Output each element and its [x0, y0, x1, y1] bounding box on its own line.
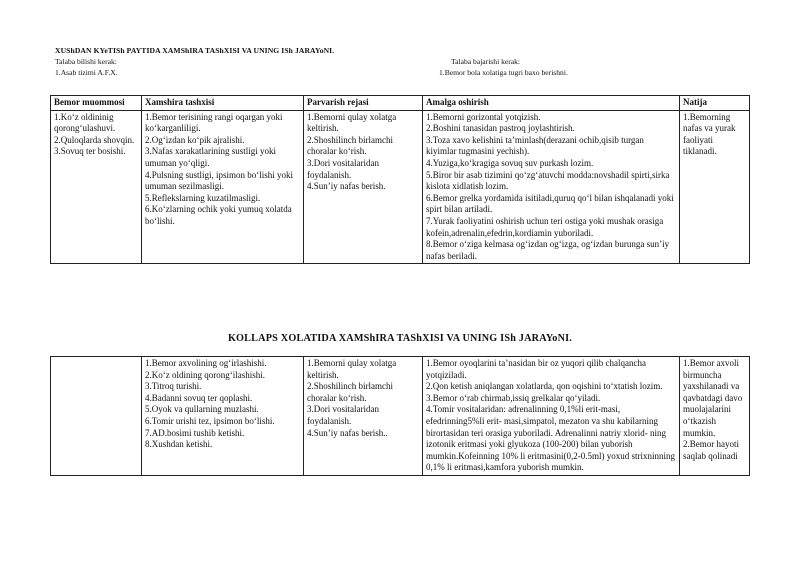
cell-text-line: 3.Bemor o‘rab chirmab,issiq grelkalar qo‘yiladi.	[426, 392, 601, 403]
cell-text-line: 2.Boshini tanasidan pastroq joylashtirish.	[426, 123, 575, 134]
cell-text-line: 1.Bemorni gorizontal yotqizish.	[426, 111, 541, 122]
cell-plan	[304, 357, 423, 476]
cell-problem	[51, 110, 142, 264]
cell-text-line: 1.Bemorni qulay xolatga keltirish.	[307, 358, 397, 380]
column-header-implementation: Amalga oshirish	[423, 96, 680, 111]
cell-text-line: 1.Bemorning nafas va yurak faoliyati tiklanadi.	[683, 111, 736, 157]
cell-text-line: 1.Ko‘z oldininig qorong‘ulashuvi.	[54, 111, 116, 134]
cell-text-line: 8.Bemor o‘ziga kelmasa og‘izdan og‘izga, og‘izdan burunga sun’iy nafas beriladi.	[426, 239, 670, 261]
cell-text-line: 7.Yurak faoliyatini oshirish uchun teri ostiga yoki mushak orasiga kofein,adrenalin,efedrin,kordiamin yuboriladi.	[426, 215, 664, 238]
cell-text-line: 2.Quloqlarda shovqin.	[54, 134, 135, 145]
cell-text-line: 2.Ko‘z oldining qorong‘ilashishi.	[145, 369, 265, 380]
cell-text-line: 4.Yuziga,ko‘kragiga sovuq suv purkash lozim.	[426, 157, 594, 168]
document-title: XUShDAN KYeTISh PAYTIDA XAMShIRA TAShXISI VA UNING ISh JARAYoNI.	[55, 46, 335, 55]
cell-text-line: 4.Sun’iy nafas berish.	[307, 181, 386, 192]
table-row	[51, 357, 750, 476]
cell-text-line: 1.Bemor terisining rangi oqargan yoki ko‘karganliligi.	[145, 111, 283, 134]
cell-text-line: 4.Sun’iy nafas berish..	[307, 427, 388, 438]
column-header-plan: Parvarish rejasi	[304, 96, 423, 111]
cell-text-line: 4.Pulsning sustligi, ipsimon bo‘lishi yoki umuman sezilmasligi.	[145, 169, 294, 192]
student-should-do-label: Talaba bajarishi kerak:	[451, 57, 521, 66]
cell-text-line: 2.Qon ketish aniqlangan xolatlarda, qon oqishini to‘xtatish lozim.	[426, 381, 663, 392]
column-header-problem: Bemor muommosi	[51, 96, 142, 111]
cell-text-line: 2.Og‘izdan ko‘pik ajralishi.	[145, 134, 245, 145]
cell-text-line: 6.Bemor grelka yordamida isitiladi,quruq qo‘l bilan ishqalanadi yoki spirt bilan artiladi.	[426, 192, 674, 215]
table-row	[51, 110, 750, 264]
cell-text-line: 3.Nafas xarakatlarining sustligi yoki umuman yo‘qligi.	[145, 146, 276, 168]
cell-result	[680, 110, 750, 264]
cell-text-line: 4.Badanni sovuq ter qoplashi.	[145, 392, 253, 403]
cell-text-line: 3.Dori vositalaridan foydalanish.	[307, 157, 379, 180]
cell-text-line: 6.Tomir urishi tez, ipsimon bo‘lishi.	[145, 415, 275, 426]
cell-text-line: 5.Reflekslarning kuzatilmasligi.	[145, 192, 261, 203]
syncope-care-table	[50, 95, 750, 264]
cell-plan	[304, 110, 423, 264]
cell-text-line: 7.AD.bosimi tushib ketishi.	[145, 427, 245, 438]
cell-text-line: 2.Shoshilinch birlamchi choralar ko‘rish.	[307, 134, 393, 157]
column-header-result: Natija	[680, 96, 750, 111]
cell-text-line: 5.Oyok va qullarning muzlashi.	[145, 404, 259, 415]
cell-text-line: 5.Biror bir asab tizimini qo‘zg‘atuvchi modda:novshadil spirti,sirka kislota xidlatish lozim.	[426, 169, 670, 192]
cell-text-line: 3.Titroq turishi.	[145, 381, 202, 392]
column-header-diagnosis: Xamshira tashxisi	[142, 96, 304, 111]
cell-implementation	[423, 110, 680, 264]
cell-text-line: 2.Bemor hayoti saqlab qolinadi	[683, 439, 739, 461]
cell-result	[680, 357, 750, 476]
cell-diagnosis	[142, 357, 304, 476]
collapse-care-table	[50, 356, 750, 476]
cell-text-line: 8.Xushdan ketishi.	[145, 439, 213, 450]
student-should-know-label: Talaba bilishi kerak:	[55, 57, 117, 66]
cell-text-line: 1.Bemor axvolining og‘irlashishi.	[145, 358, 267, 368]
student-should-do-value: 1.Bemor bola xolatiga tugri baxo berishni.	[439, 68, 568, 77]
cell-text-line: 3.Sovuq ter bosishi.	[54, 146, 126, 157]
cell-problem	[51, 357, 142, 476]
cell-text-line: 3.Dori vositalaridan foydalanish.	[307, 404, 379, 426]
student-should-know-value: 1.Asab tizimi A.F.X.	[55, 68, 118, 77]
cell-implementation	[423, 357, 680, 476]
cell-text-line: 4.Tomir vositalaridan: adrenalinning 0,1%li erit-masi, efedrinning5%li erit- masi,simpatol, mezaton va shu kabilarning birortasidan teri orasiga yuboriladi. Adrenalinni natriy xlorid- ning izotonik eritmasi yoki glyukoza (100-200) bilan yuborish mumkin.Kofeinning 10% li eritmasini(0,2-0.5ml) yoxud strixninning 0,1% li eritmasi,kamfora yuborish mumkin.	[426, 404, 675, 473]
cell-text-line: 3.Toza xavo kelishini ta’minlash(derazani ochib,qisib turgan kiyimlar tugmasini yechish).	[426, 134, 644, 157]
cell-text-line: 2.Shoshilinch birlamchi choralar ko‘rish.	[307, 381, 393, 403]
section-title-collapse: KOLLAPS XOLATIDA XAMShIRA TAShXISI VA UNING ISh JARAYoNI.	[227, 333, 573, 344]
cell-diagnosis	[142, 110, 304, 264]
cell-text-line: 6.Ko‘zlarning ochik yoki yumuq xolatda bo‘lishi.	[145, 204, 292, 226]
table-header-row	[51, 96, 750, 111]
cell-text-line: 1.Bemorni qulay xolatga keltirish.	[307, 111, 397, 134]
cell-text-line: 1.Bemor axvoli birmuncha yaxshilanadi va qavbatdagi davo muolajalarini o‘tkazish mumkin.	[683, 358, 743, 438]
cell-text-line: 1.Bemor oyoqlarini ta’nasidan bir oz yuqori qilib chalqancha yotqiziladi.	[426, 358, 646, 380]
